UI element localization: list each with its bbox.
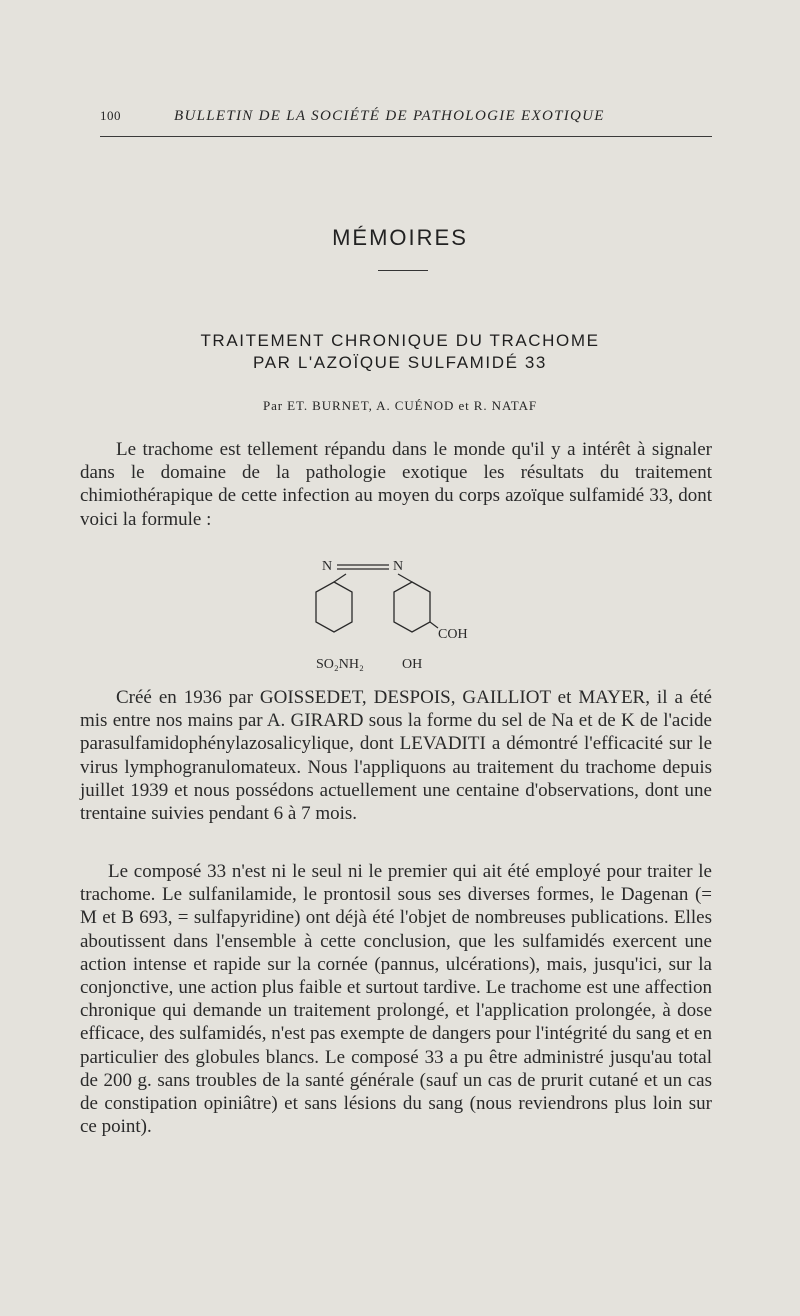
benzene-ring-left xyxy=(316,582,352,632)
paragraph-intro: Le trachome est tellement répandu dans le monde qu'il y a intérêt à signaler dans le domaine de la pathologie exotique les résultats du traitement chimiothérapique de cette infection au moyen du corps azoïque sulfamidé 33, dont voici la formule : xyxy=(80,439,712,530)
formula-hydroxyl-group: OH xyxy=(402,657,423,672)
benzene-ring-right xyxy=(394,582,430,632)
formula-bond-line xyxy=(398,574,412,582)
article-title-line-1: TRAITEMENT CHRONIQUE DU TRACHOME xyxy=(200,331,600,350)
page-number: 100 xyxy=(100,108,121,123)
article-title-line-2: PAR L'AZOÏQUE SULFAMIDÉ 33 xyxy=(253,353,547,372)
section-title: MÉMOIRES xyxy=(332,225,468,250)
paragraph-discussion: Le composé 33 n'est ni le seul ni le premier qui ait été employé pour traiter le trachome. Le sulfanilamide, le prontosil sous ses diverses formes, le Dagenan (= M et B 693, = sulfapyridine) ont déjà été l'objet de nombreuses publications. Elles aboutissent dans l'ensemble à cette conclusion, que les sulfamidés exercent une action intense et rapide sur la cornée (pannus, ulcérations), mais, jusqu'ici, sur la conjonctive, une action plus faible et surtout tardive. Le trachome est une affection chronique qui demande un traitement prolongé, et l'application prolongée, à dose efficace, des sulfamidés, n'est pas exempte de dangers pour l'intégrité du sang et en particulier des globules blancs. Le composé 33 a pu être administré jusqu'au total de 200 g. sans troubles de la santé générale (sauf un cas de prurit cutané et un cas de constipation opiniâtre) et sans lésions du sang (nous reviendrons plus loin sur ce point). xyxy=(80,861,712,1138)
page-header xyxy=(100,104,712,137)
running-head: BULLETIN DE LA SOCIÉTÉ DE PATHOLOGIE EXOTIQUE xyxy=(174,108,605,124)
formula-bond-line xyxy=(334,574,346,582)
chemical-formula xyxy=(300,552,520,676)
article-authors: Par ET. BURNET, A. CUÉNOD et R. NATAF xyxy=(262,398,538,413)
formula-bond-line xyxy=(430,622,438,628)
formula-sulfonamide-group: SO₂NH₂ xyxy=(316,657,364,672)
title-divider xyxy=(378,270,428,271)
paragraph-origin: Créé en 1936 par GOISSEDET, DESPOIS, GAILLIOT et MAYER, il a été mis entre nos mains par A. GIRARD sous la forme du sel de Na et de K de l'acide parasulfamidophénylazosalicylique, dont LEVADITI a démontré l'efficacité sur le virus lymphogranulomateux. Nous l'appliquons au traitement du trachome depuis juillet 1939 et nous possédons actuellement une centaine d'observations, dont une trentaine suivies pendant 6 à 7 mois. xyxy=(80,687,712,825)
formula-carboxyl-group: COH xyxy=(438,627,468,642)
formula-right-nitrogen: N xyxy=(393,559,404,574)
formula-left-nitrogen: N xyxy=(322,559,333,574)
